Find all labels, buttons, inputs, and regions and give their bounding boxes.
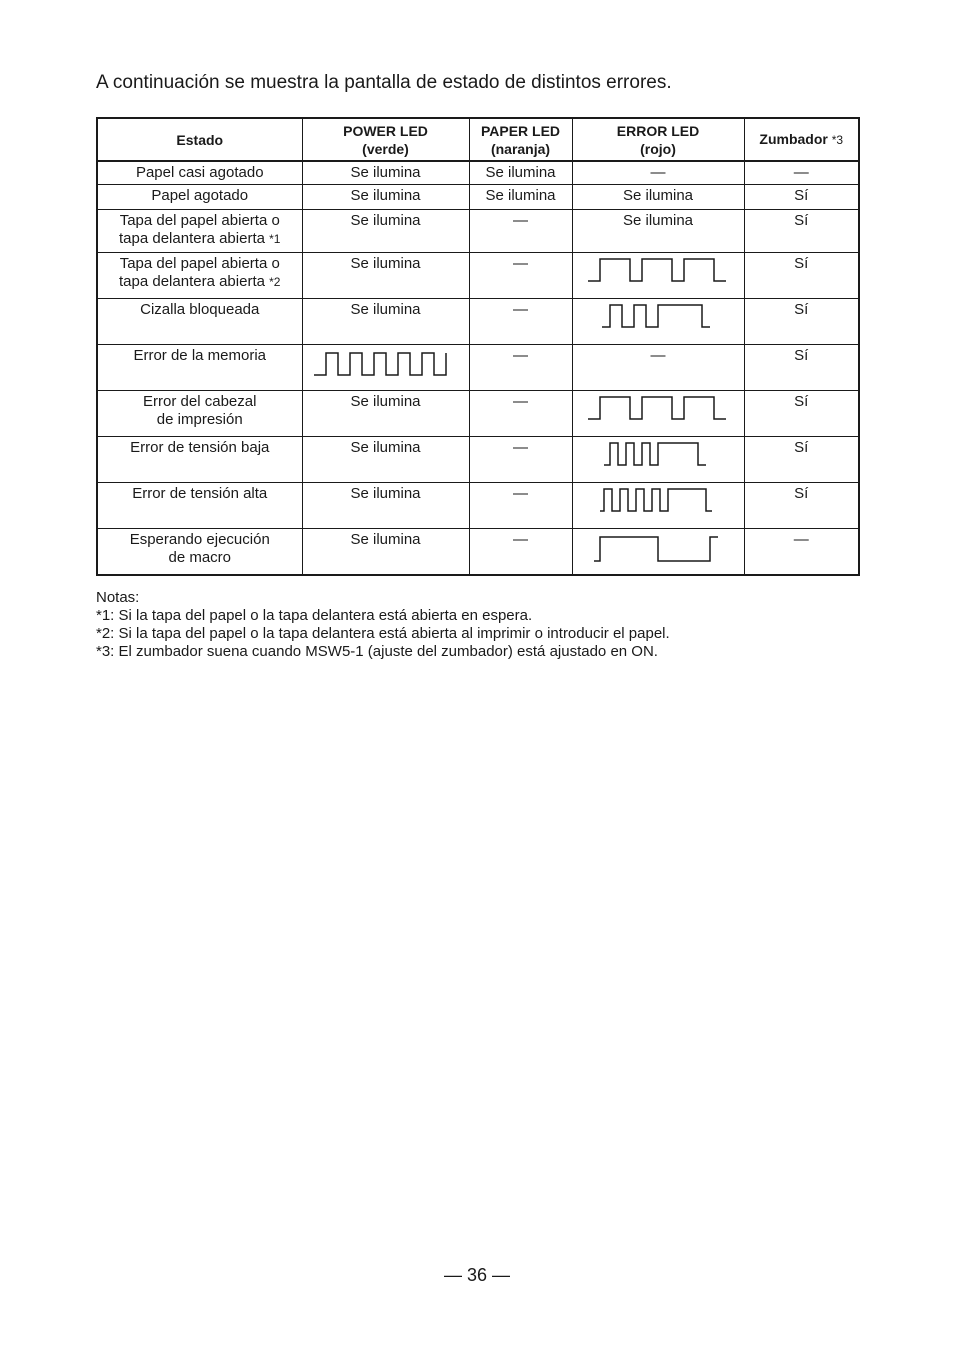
cell-paper: — xyxy=(469,437,572,483)
cell-buzzer: Sí xyxy=(744,483,859,529)
cell-buzzer: Sí xyxy=(744,299,859,345)
blink-long-waveform-icon xyxy=(594,531,722,565)
blink-4-pulse-waveform-icon xyxy=(600,485,716,519)
cell-paper: — xyxy=(469,483,572,529)
cell-buzzer: Sí xyxy=(744,185,859,210)
blink-slow-waveform-icon xyxy=(588,255,728,289)
cell-power: Se ilumina xyxy=(302,185,469,210)
cell-paper: — xyxy=(469,345,572,391)
cell-error: Se ilumina xyxy=(572,210,744,253)
table-row xyxy=(97,253,859,299)
intro-text: A continuación se muestra la pantalla de estado de distintos errores. xyxy=(96,72,672,93)
table-row xyxy=(97,299,859,345)
cell-buzzer: — xyxy=(744,529,859,576)
cell-state: Error del cabezal de impresión xyxy=(97,391,302,437)
note-1: *1: Si la tapa del papel o la tapa delantera está abierta en espera. xyxy=(96,607,533,624)
cell-power xyxy=(302,345,469,391)
page-number: — 36 — xyxy=(443,1265,511,1285)
note-3: *3: El zumbador suena cuando MSW5-1 (ajuste del zumbador) está ajustado en ON. xyxy=(96,643,658,660)
blink-slow-waveform-icon xyxy=(588,393,728,427)
cell-buzzer: Sí xyxy=(744,437,859,483)
cell-state: Cizalla bloqueada xyxy=(97,299,302,345)
table-row xyxy=(97,345,859,391)
cell-state: Error de tensión alta xyxy=(97,483,302,529)
cell-buzzer: Sí xyxy=(744,253,859,299)
cell-paper: — xyxy=(469,391,572,437)
notes-title: Notas: xyxy=(96,589,140,606)
cell-paper: — xyxy=(469,210,572,253)
cell-power: Se ilumina xyxy=(302,483,469,529)
cell-buzzer: — xyxy=(744,161,859,185)
table-header-row xyxy=(97,118,859,161)
header-paper-led: PAPER LED (naranja) xyxy=(469,118,572,161)
cell-power: Se ilumina xyxy=(302,299,469,345)
header-zumbador: Zumbador *3 xyxy=(744,118,859,161)
cell-power: Se ilumina xyxy=(302,437,469,483)
cell-power: Se ilumina xyxy=(302,253,469,299)
table-row xyxy=(97,529,859,576)
cell-state: Tapa del papel abierta o tapa delantera abierta *1 xyxy=(97,210,302,253)
status-table xyxy=(96,117,860,576)
table-row xyxy=(97,437,859,483)
table-row xyxy=(97,185,859,210)
header-power-led: POWER LED (verde) xyxy=(302,118,469,161)
cell-power: Se ilumina xyxy=(302,529,469,576)
cell-buzzer: Sí xyxy=(744,345,859,391)
cell-state: Error de la memoria xyxy=(97,345,302,391)
cell-error xyxy=(572,529,744,576)
blink-3-pulse-waveform-icon xyxy=(604,439,712,473)
cell-power: Se ilumina xyxy=(302,210,469,253)
cell-buzzer: Sí xyxy=(744,210,859,253)
notes-section xyxy=(96,589,876,661)
cell-state: Tapa del papel abierta o tapa delantera abierta *2 xyxy=(97,253,302,299)
cell-power: Se ilumina xyxy=(302,161,469,185)
header-error-led: ERROR LED (rojo) xyxy=(572,118,744,161)
table-row xyxy=(97,391,859,437)
cell-state: Papel casi agotado xyxy=(97,161,302,185)
cell-error xyxy=(572,391,744,437)
cell-state: Papel agotado xyxy=(97,185,302,210)
cell-paper: Se ilumina xyxy=(469,185,572,210)
cell-error: — xyxy=(572,345,744,391)
cell-error: — xyxy=(572,161,744,185)
table-row xyxy=(97,210,859,253)
cell-error xyxy=(572,483,744,529)
cell-paper: — xyxy=(469,299,572,345)
note-2: *2: Si la tapa del papel o la tapa delantera está abierta al imprimir o introducir el papel. xyxy=(96,625,670,642)
cell-error xyxy=(572,299,744,345)
cell-state: Esperando ejecución de macro xyxy=(97,529,302,576)
cell-buzzer: Sí xyxy=(744,391,859,437)
table-row xyxy=(97,161,859,185)
cell-paper: Se ilumina xyxy=(469,161,572,185)
cell-paper: — xyxy=(469,529,572,576)
cell-power: Se ilumina xyxy=(302,391,469,437)
cell-state: Error de tensión baja xyxy=(97,437,302,483)
cell-error xyxy=(572,253,744,299)
blink-fast-waveform-icon xyxy=(314,347,458,381)
cell-paper: — xyxy=(469,253,572,299)
cell-error: Se ilumina xyxy=(572,185,744,210)
blink-2-pulse-waveform-icon xyxy=(602,301,714,335)
table-row xyxy=(97,483,859,529)
cell-error xyxy=(572,437,744,483)
header-estado: Estado xyxy=(97,118,302,161)
